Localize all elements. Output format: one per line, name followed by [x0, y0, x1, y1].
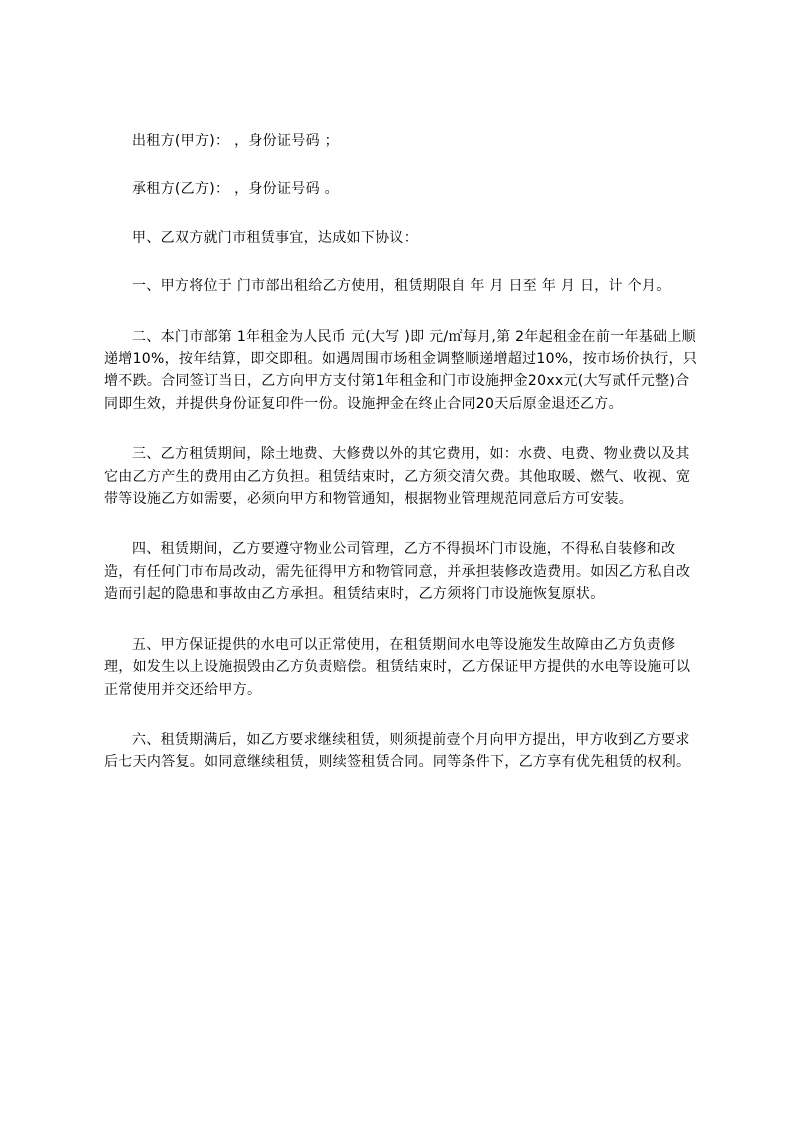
lessor-line: 出租方(甲方)： ，身份证号码 ；: [132, 133, 339, 149]
clause-5: 五、甲方保证提供的水电可以正常使用，在租赁期间水电等设施发生故障由乙方负责修理，如发生以上设施损毁由乙方负责赔偿。租赁结束时，乙方保证甲方提供的水电等设施可以正常使用并交还给甲方。: [104, 636, 691, 698]
lessee-line: 承租方(乙方)： ，身份证号码 。: [132, 181, 339, 198]
document-body: [104, 130, 698, 802]
clause-1: 一、甲方将位于 门市部出租给乙方使用，租赁期限自 年 月 日至 年 月 日，计 个月。: [132, 278, 671, 295]
agreement-intro: 甲、乙双方就门市租赁事宜，达成如下协议：: [132, 229, 418, 246]
clause-2: 二、本门市部第 1年租金为人民币 元(大写 )即 元/㎡每月,第 2年起租金在前一年基础上顺递增10%，按年结算，即交即租。如遇周围市场租金调整顺递增超过10%，按市场价执行，只增不跌。合同签订当日，乙方向甲方支付第1年租金和门市设施押金20xx元(大写贰仟元整)合同即生效，并提供身份证复印件一份。设施押金在终止合同20天后原金退还乙方。: [104, 328, 698, 412]
clause-3: 三、乙方租赁期间，除土地费、大修费以外的其它费用，如：水费、电费、物业费以及其它由乙方产生的费用由乙方负担。租赁结束时，乙方须交清欠费。其他取暖、燃气、收视、宽带等设施乙方如需要，必须向甲方和物管通知，根据物业管理规范同意后方可安装。: [104, 446, 691, 508]
clause-4: 四、租赁期间，乙方要遵守物业公司管理，乙方不得损坏门市设施，不得私自装修和改造，有任何门市布局改动，需先征得甲方和物管同意，并承担装修改造费用。如因乙方私自改造而引起的隐患和事故由乙方承担。租赁结束时，乙方须将门市设施恢复原状。: [104, 541, 691, 603]
clause-6: 六、租赁期满后，如乙方要求继续租赁，则须提前壹个月向甲方提出，甲方收到乙方要求后七天内答复。如同意继续租赁，则续签租赁合同。同等条件下，乙方享有优先租赁的权利。: [104, 731, 691, 771]
